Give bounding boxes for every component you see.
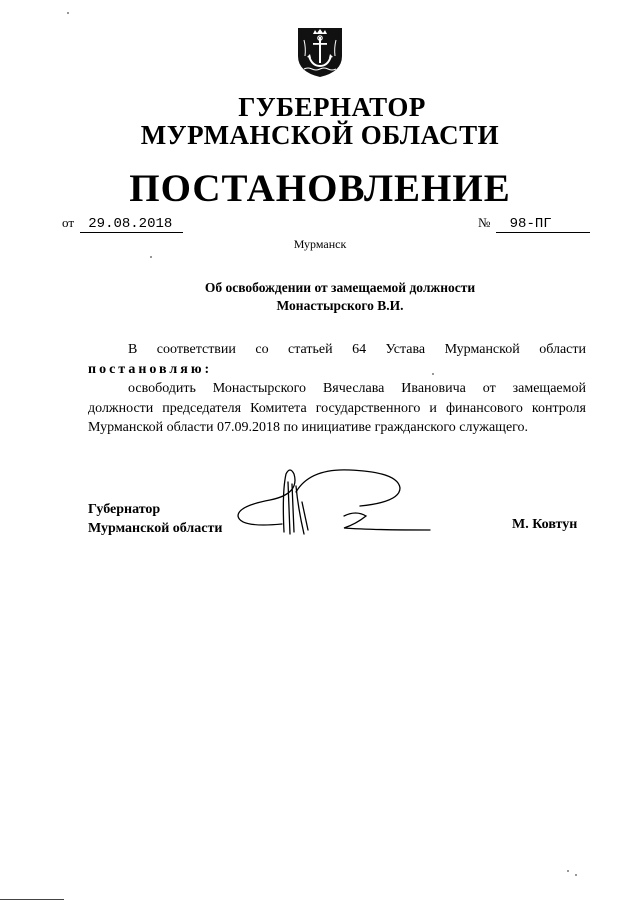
- number-prefix: №: [478, 215, 491, 230]
- scan-speck: [575, 874, 577, 876]
- document-type: ПОСТАНОВЛЕНИЕ: [129, 167, 511, 210]
- signer-name: М. Ковтун: [512, 517, 578, 532]
- signer-position: [88, 500, 222, 538]
- scan-speck: [67, 12, 69, 14]
- document-number-row: [478, 215, 590, 233]
- date-prefix: от: [62, 215, 75, 230]
- body-paragraph-1: В соответствии со статьей 64 Устава Мурманской области: [128, 342, 586, 357]
- scan-speck: [150, 256, 152, 258]
- document-date: 29.08.2018: [80, 216, 183, 233]
- subject-line-2: Монастырского В.И.: [276, 298, 404, 313]
- body-keyword-line: [88, 360, 586, 380]
- signer-position-line-1: Губернатор: [88, 502, 161, 517]
- organization-title: ГУБЕРНАТОР: [238, 92, 426, 122]
- body-paragraph-2: освободить Монастырского Вячеслава Ивановича от замещаемой должности председателя Комитета государственного и финансового контроля Мурманской области 07.09.2018 по инициативе гражданского служащего.: [88, 381, 586, 435]
- organization-region: МУРМАНСКОЙ ОБЛАСТИ: [140, 120, 500, 150]
- subject-line-1: Об освобождении от замещаемой должности: [204, 280, 476, 295]
- signer-position-line-2: Мурманской области: [88, 521, 223, 536]
- decree-keyword: постановляю:: [88, 361, 213, 377]
- handwritten-signature-icon: [230, 462, 440, 542]
- document-body: [88, 340, 586, 438]
- document-date-row: [62, 215, 183, 233]
- scan-speck: [567, 870, 569, 872]
- scan-speck: [432, 373, 434, 375]
- document-city: Мурманск: [293, 237, 347, 251]
- murmansk-coat-of-arms-icon: [296, 26, 344, 78]
- document-subject: [0, 279, 640, 315]
- scan-edge-line: [0, 899, 64, 900]
- document-number: 98-ПГ: [496, 216, 590, 233]
